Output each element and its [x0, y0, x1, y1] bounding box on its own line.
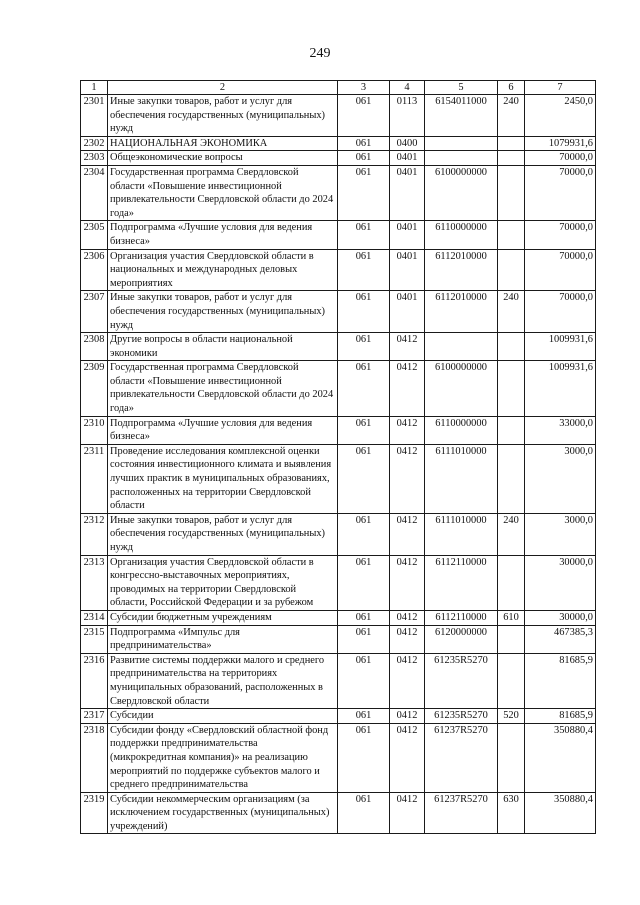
table-row: [81, 221, 596, 249]
code-col3: 061: [338, 221, 390, 249]
page-number: 249: [309, 46, 331, 61]
code-col5: 6120000000: [425, 625, 498, 653]
row-amount: 70000,0: [525, 151, 596, 166]
row-amount: 70000,0: [525, 221, 596, 249]
code-col3: 061: [338, 653, 390, 708]
code-col3: 061: [338, 416, 390, 444]
row-amount: 1009931,6: [525, 333, 596, 361]
row-name: Субсидии некоммерческим организациям (за исключением государственных (муниципальных) учреждений): [108, 792, 338, 834]
code-col6: 610: [498, 610, 525, 625]
code-col5: 61235R5270: [425, 653, 498, 708]
row-amount: 3000,0: [525, 444, 596, 513]
column-header: 5: [425, 81, 498, 95]
table-row: [81, 513, 596, 555]
row-name: Иные закупки товаров, работ и услуг для обеспечения государственных (муниципальных) нужд: [108, 513, 338, 555]
code-col3: 061: [338, 361, 390, 416]
table-row: [81, 416, 596, 444]
row-number: 2309: [81, 361, 108, 416]
row-name: Субсидии фонду «Свердловский областной фонд поддержки предпринимательства (микрокредитная компания)» на реализацию мероприятий по поддержке субъектов малого и среднего предпринимательства: [108, 723, 338, 792]
column-header: 3: [338, 81, 390, 95]
table-row: [81, 625, 596, 653]
code-col4: 0412: [390, 361, 425, 416]
code-col6: [498, 221, 525, 249]
table-row: [81, 555, 596, 610]
row-number: 2315: [81, 625, 108, 653]
code-col3: 061: [338, 709, 390, 724]
row-number: 2307: [81, 291, 108, 333]
code-col3: 061: [338, 151, 390, 166]
row-number: 2316: [81, 653, 108, 708]
code-col5: 6100000000: [425, 361, 498, 416]
code-col5: 6112110000: [425, 610, 498, 625]
code-col6: [498, 165, 525, 220]
row-number: 2311: [81, 444, 108, 513]
row-number: 2310: [81, 416, 108, 444]
row-number: 2317: [81, 709, 108, 724]
column-header: 6: [498, 81, 525, 95]
row-number: 2301: [81, 95, 108, 137]
row-number: 2308: [81, 333, 108, 361]
row-name: Государственная программа Свердловской области «Повышение инвестиционной привлекательности Свердловской области до 2024 года»: [108, 361, 338, 416]
row-amount: 350880,4: [525, 723, 596, 792]
code-col6: [498, 653, 525, 708]
code-col3: 061: [338, 95, 390, 137]
column-header: 7: [525, 81, 596, 95]
table-row: [81, 165, 596, 220]
row-number: 2303: [81, 151, 108, 166]
code-col3: 061: [338, 444, 390, 513]
code-col6: [498, 625, 525, 653]
row-name: Развитие системы поддержки малого и среднего предпринимательства на территориях муниципальных образований, расположенных в Свердловской области: [108, 653, 338, 708]
code-col3: 061: [338, 136, 390, 151]
row-name: Другие вопросы в области национальной экономики: [108, 333, 338, 361]
row-amount: 81685,9: [525, 709, 596, 724]
code-col5: [425, 136, 498, 151]
code-col4: 0412: [390, 709, 425, 724]
code-col3: 061: [338, 792, 390, 834]
row-name: Подпрограмма «Лучшие условия для ведения бизнеса»: [108, 416, 338, 444]
column-header: 4: [390, 81, 425, 95]
code-col4: 0412: [390, 555, 425, 610]
row-name: НАЦИОНАЛЬНАЯ ЭКОНОМИКА: [108, 136, 338, 151]
code-col5: 6110000000: [425, 221, 498, 249]
column-header: 2: [108, 81, 338, 95]
row-amount: 70000,0: [525, 249, 596, 291]
code-col3: 061: [338, 625, 390, 653]
row-name: Проведение исследования комплексной оценки состояния инвестиционного климата и выявления лучших практик в муниципальных образованиях, расположенных на территории Свердловской области: [108, 444, 338, 513]
row-name: Иные закупки товаров, работ и услуг для обеспечения государственных (муниципальных) нужд: [108, 291, 338, 333]
row-name: Организация участия Свердловской области в национальных и международных деловых мероприятиях: [108, 249, 338, 291]
code-col5: 6100000000: [425, 165, 498, 220]
code-col5: [425, 151, 498, 166]
row-amount: 350880,4: [525, 792, 596, 834]
code-col6: [498, 444, 525, 513]
row-number: 2305: [81, 221, 108, 249]
row-name: Общеэкономические вопросы: [108, 151, 338, 166]
code-col3: 061: [338, 610, 390, 625]
table-row: [81, 291, 596, 333]
column-header: 1: [81, 81, 108, 95]
row-name: Подпрограмма «Импульс для предпринимательства»: [108, 625, 338, 653]
code-col6: 630: [498, 792, 525, 834]
row-name: Подпрограмма «Лучшие условия для ведения бизнеса»: [108, 221, 338, 249]
code-col3: 061: [338, 555, 390, 610]
code-col3: 061: [338, 291, 390, 333]
code-col4: 0412: [390, 653, 425, 708]
code-col6: [498, 333, 525, 361]
row-amount: 1079931,6: [525, 136, 596, 151]
row-number: 2302: [81, 136, 108, 151]
code-col5: 6111010000: [425, 444, 498, 513]
code-col4: 0401: [390, 249, 425, 291]
code-col6: 240: [498, 513, 525, 555]
table-row: [81, 653, 596, 708]
table-row: [81, 361, 596, 416]
code-col4: 0400: [390, 136, 425, 151]
table-row: [81, 151, 596, 166]
code-col4: 0412: [390, 792, 425, 834]
code-col5: 6112110000: [425, 555, 498, 610]
row-amount: 70000,0: [525, 165, 596, 220]
row-name: Организация участия Свердловской области в конгрессно-выставочных мероприятиях, проводимых на территории Свердловской области, Российской Федерации и за рубежом: [108, 555, 338, 610]
row-amount: 70000,0: [525, 291, 596, 333]
code-col4: 0401: [390, 291, 425, 333]
code-col4: 0412: [390, 333, 425, 361]
code-col3: 061: [338, 165, 390, 220]
row-name: Субсидии: [108, 709, 338, 724]
code-col4: 0401: [390, 151, 425, 166]
table-row: [81, 723, 596, 792]
table-row: [81, 95, 596, 137]
row-number: 2319: [81, 792, 108, 834]
code-col6: [498, 555, 525, 610]
code-col6: [498, 361, 525, 416]
row-name: Государственная программа Свердловской области «Повышение инвестиционной привлекательности Свердловской области до 2024 года»: [108, 165, 338, 220]
row-amount: 30000,0: [525, 555, 596, 610]
code-col4: 0412: [390, 513, 425, 555]
code-col4: 0113: [390, 95, 425, 137]
table-row: [81, 136, 596, 151]
code-col3: 061: [338, 333, 390, 361]
row-number: 2306: [81, 249, 108, 291]
code-col5: 61237R5270: [425, 792, 498, 834]
code-col4: 0412: [390, 723, 425, 792]
code-col6: [498, 151, 525, 166]
code-col5: 6112010000: [425, 249, 498, 291]
row-number: 2318: [81, 723, 108, 792]
code-col5: 6111010000: [425, 513, 498, 555]
code-col5: 6154011000: [425, 95, 498, 137]
code-col4: 0401: [390, 165, 425, 220]
row-amount: 81685,9: [525, 653, 596, 708]
code-col4: 0412: [390, 610, 425, 625]
header-row: [81, 81, 596, 95]
table-row: [81, 709, 596, 724]
row-amount: 467385,3: [525, 625, 596, 653]
code-col6: [498, 723, 525, 792]
row-number: 2313: [81, 555, 108, 610]
row-amount: 33000,0: [525, 416, 596, 444]
budget-table: [80, 80, 596, 834]
code-col6: [498, 136, 525, 151]
code-col5: 61235R5270: [425, 709, 498, 724]
row-name: Субсидии бюджетным учреждениям: [108, 610, 338, 625]
code-col6: [498, 416, 525, 444]
row-amount: 3000,0: [525, 513, 596, 555]
row-number: 2304: [81, 165, 108, 220]
code-col4: 0412: [390, 444, 425, 513]
table-row: [81, 792, 596, 834]
code-col3: 061: [338, 723, 390, 792]
row-number: 2314: [81, 610, 108, 625]
code-col3: 061: [338, 249, 390, 291]
code-col6: 240: [498, 291, 525, 333]
row-name: Иные закупки товаров, работ и услуг для обеспечения государственных (муниципальных) нужд: [108, 95, 338, 137]
row-number: 2312: [81, 513, 108, 555]
code-col5: 6110000000: [425, 416, 498, 444]
code-col4: 0412: [390, 416, 425, 444]
table-row: [81, 333, 596, 361]
code-col6: 240: [498, 95, 525, 137]
code-col3: 061: [338, 513, 390, 555]
row-amount: 30000,0: [525, 610, 596, 625]
code-col4: 0412: [390, 625, 425, 653]
code-col6: 520: [498, 709, 525, 724]
row-amount: 2450,0: [525, 95, 596, 137]
code-col5: 6112010000: [425, 291, 498, 333]
code-col4: 0401: [390, 221, 425, 249]
table-row: [81, 444, 596, 513]
table-row: [81, 249, 596, 291]
code-col6: [498, 249, 525, 291]
code-col5: 61237R5270: [425, 723, 498, 792]
row-amount: 1009931,6: [525, 361, 596, 416]
code-col5: [425, 333, 498, 361]
table-row: [81, 610, 596, 625]
